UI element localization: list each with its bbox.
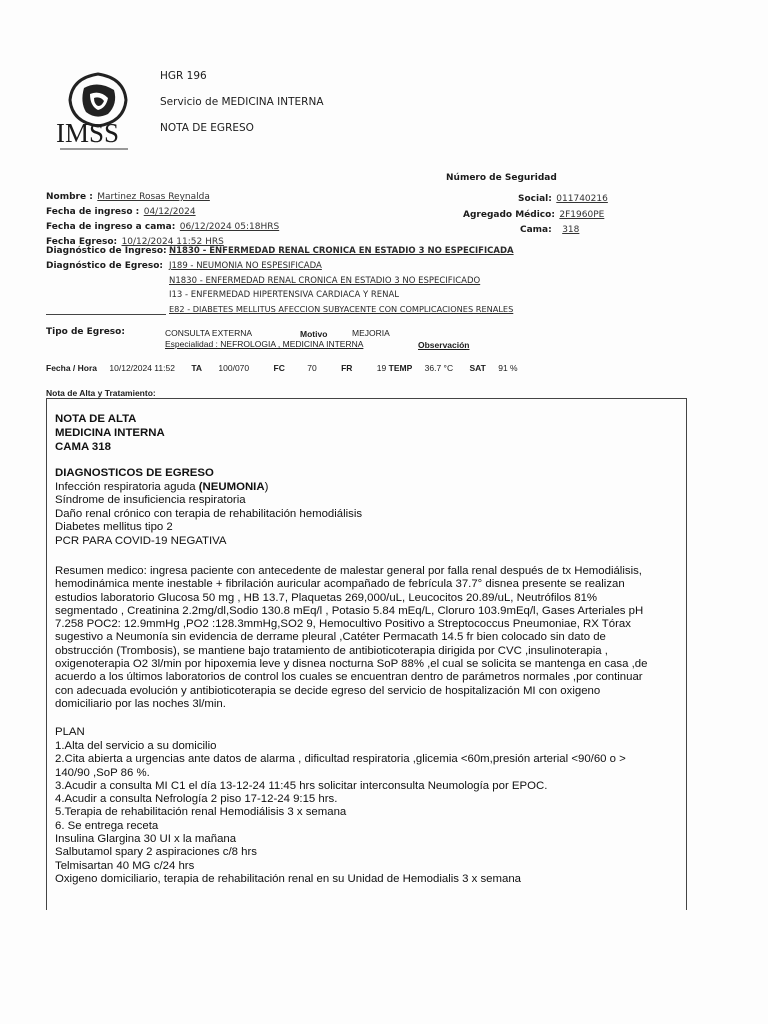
nota-titulo-3: CAMA 318	[55, 441, 111, 453]
resumen-line: estudios laboratorio Glucosa 50 mg , HB 13.7, Plaquetas 269,000/uL, Leucocitos 20.89/uL, Neutrófilos 81%	[55, 591, 598, 604]
dx-ingreso-label: Diagnóstico de Ingreso:	[46, 246, 167, 256]
dx-item-1-text: Infección respiratoria aguda	[55, 481, 199, 493]
imss-logo	[58, 70, 138, 152]
fecha-egreso-label: Fecha Egreso:	[46, 237, 118, 247]
sat-value: 91 %	[498, 363, 518, 373]
fr-label: FR	[341, 363, 353, 373]
social-value: 011740216	[556, 194, 608, 204]
ta-label: TA	[191, 363, 203, 373]
vitals-row	[46, 363, 518, 373]
plan-item: 2.Cita abierta a urgencias ante datos de alarma , dificultad respiratoria ,glicemia <60m,presión arterial <90/60 o >	[55, 753, 626, 766]
plan-section	[55, 740, 626, 886]
document-title: NOTA DE EGRESO	[160, 122, 254, 134]
nota-titulo-1: NOTA DE ALTA	[55, 413, 137, 425]
resumen-line: hemodinámica mente inestable + fibrilación auricular acompañado de febrícula 37.7° disnea presente se realizan	[55, 578, 625, 591]
dx-item-3: Daño renal crónico con terapia de rehabilitación hemodiálisis	[55, 508, 363, 520]
resumen-medico	[55, 565, 685, 711]
resumen-line: acuerdo a los últimos laboratorios de control los cuales se encuentran dentro de parámetros normales ,por continuar	[55, 671, 643, 684]
fc-label: FC	[273, 363, 285, 373]
dx-item-1-close: )	[264, 481, 269, 493]
sat-label: SAT	[469, 363, 486, 373]
resumen-line: Resumen medico: ingresa paciente con antecedente de malestar general por falla renal después de tx Hemodiálisis,	[55, 565, 642, 577]
cama-label: Cama:	[520, 225, 552, 235]
temp-value: 36.7 °C	[424, 363, 454, 373]
tipo-egreso-label: Tipo de Egreso:	[46, 327, 125, 337]
fecha-ingreso-cama-value: 06/12/2024 05:18HRS	[179, 222, 280, 232]
plan-item: Telmisartan 40 MG c/24 hrs	[55, 859, 195, 872]
fecha-hora-value: 10/12/2024 11:52	[109, 363, 175, 373]
resumen-line: segmentado , Creatinina 2.2mg/dl,Sodio 130.8 mEq/l , Potasio 5.84 mEq/L, Cloruro 103.9mEq/l, Gases Arteriales pH	[55, 604, 644, 617]
plan-item: Oxigeno domiciliario, terapia de rehabilitación renal en su Unidad de Hemodialis 3 x semana	[55, 872, 522, 885]
plan-item: 1.Alta del servicio a su domicilio	[55, 740, 217, 752]
tipo-egreso-value: CONSULTA EXTERNA	[165, 328, 253, 338]
plan-item: 6. Se entrega receta	[55, 819, 159, 832]
imss-logo-text: IMSS	[56, 118, 120, 148]
resumen-line: oxigenoterapia O2 3l/min por hipoxemia leve y disnea nocturna SoP 88% ,el cual se solicita se mantenga en casa ,de	[55, 658, 648, 671]
fecha-ingreso-value: 04/12/2024	[143, 207, 196, 217]
dx-egreso-titulo: DIAGNOSTICOS DE EGRESO	[55, 467, 214, 479]
dx-item-1-bold: (NEUMONIA	[198, 481, 265, 493]
cama-value: 318	[562, 225, 580, 235]
especialidad: Especialidad : NEFROLOGIA , MEDICINA INTERNA	[165, 339, 364, 349]
plan-item: 140/90 ,SoP 86 %.	[55, 766, 150, 779]
dx-egreso-1: J189 - NEUMONIA NO ESPESIFICADA	[169, 261, 322, 271]
plan-item: 3.Acudir a consulta MI C1 el día 13-12-24 11:45 hrs solicitar interconsulta Neumología por EPOC.	[55, 779, 548, 792]
temp-label: TEMP	[388, 363, 413, 373]
social-label: Social:	[518, 194, 552, 204]
dx-egreso-label: Diagnóstico de Egreso:	[46, 261, 164, 271]
dx-item-5: PCR PARA COVID-19 NEGATIVA	[55, 535, 227, 547]
fecha-ingreso-label: Fecha de ingreso :	[46, 207, 140, 217]
ta-value: 100/070	[218, 363, 250, 373]
fecha-hora-label: Fecha / Hora	[46, 363, 98, 373]
hospital-name: HGR 196	[160, 70, 207, 82]
dx-ingreso-value: N1830 - ENFERMEDAD RENAL CRONICA EN ESTADIO 3 NO ESPECIFICADA	[169, 246, 514, 256]
dx-item-2: Síndrome de insuficiencia respiratoria	[55, 494, 246, 506]
plan-item: 4.Acudir a consulta Nefrología 2 piso 17-12-24 9:15 hrs.	[55, 793, 338, 806]
nota-titulo-2: MEDICINA INTERNA	[55, 427, 165, 439]
logo-underline	[60, 148, 128, 150]
plan-titulo: PLAN	[55, 726, 85, 738]
dx-egreso-4: E82 - DIABETES MELLITUS AFECCION SUBYACENTE CON COMPLICACIONES RENALES	[169, 304, 514, 314]
observacion-label: Observación	[418, 340, 470, 350]
divider-line	[46, 314, 166, 315]
agregado-value: 2F1960PE	[559, 210, 605, 220]
cama	[520, 219, 579, 237]
resumen-line: sugestivo a Neumonía sin evidencia de derrame pleural ,Catéter Permacath 14.5 fr bien colocado sin dato de	[55, 631, 606, 644]
dx-egreso-3: I13 - ENFERMEDAD HIPERTENSIVA CARDIACA Y RENAL	[169, 290, 400, 300]
resumen-line: 7.258 POC2: 12.9mmHg ,PO2 :128.3mmHg,SO2 9, Hemocultivo Positivo a Streptococcus Pneumoniae, RX Tórax	[55, 618, 631, 631]
nombre-value: Martinez Rosas Reynalda	[97, 192, 210, 202]
resumen-line: obstrucción (Trombosis), se mantiene bajo tratamiento de antibioticoterapia dirigida por CVC ,insulinoterapia ,	[55, 644, 608, 657]
motivo-value: MEJORIA	[352, 328, 390, 338]
resumen-line: con adecuada evolución y antibioticoterapia se decide egreso del servicio de hospitalización MI con oxigeno	[55, 684, 601, 697]
fecha-egreso-value: 10/12/2024 11:52 HRS	[121, 237, 224, 247]
plan-item: Insulina Glargina 30 UI x la mañana	[55, 833, 237, 846]
resumen-line: domiciliario por las noches 3l/min.	[55, 697, 226, 710]
servicio: Servicio de MEDICINA INTERNA	[160, 96, 324, 108]
fc-value: 70	[307, 363, 317, 373]
fecha-ingreso-cama-label: Fecha de ingreso a cama:	[46, 222, 176, 232]
plan-item: 5.Terapia de rehabilitación renal Hemodiálisis 3 x semana	[55, 806, 347, 819]
nombre-label: Nombre :	[46, 192, 93, 202]
dx-egreso-2: N1830 - ENFERMEDAD RENAL CRONICA EN ESTADIO 3 NO ESPECIFICADO	[169, 276, 481, 286]
fr-value: 19	[376, 363, 387, 373]
dx-item-1	[55, 481, 268, 494]
numero-seguridad-label: Número de Seguridad	[446, 173, 557, 183]
nota-section-label: Nota de Alta y Tratamiento:	[46, 388, 156, 398]
dx-item-4: Diabetes mellitus tipo 2	[55, 521, 173, 533]
agregado-label: Agregado Médico:	[463, 210, 555, 220]
motivo-label: Motivo	[300, 329, 328, 339]
plan-item: Salbutamol spary 2 aspiraciones c/8 hrs	[55, 846, 257, 859]
